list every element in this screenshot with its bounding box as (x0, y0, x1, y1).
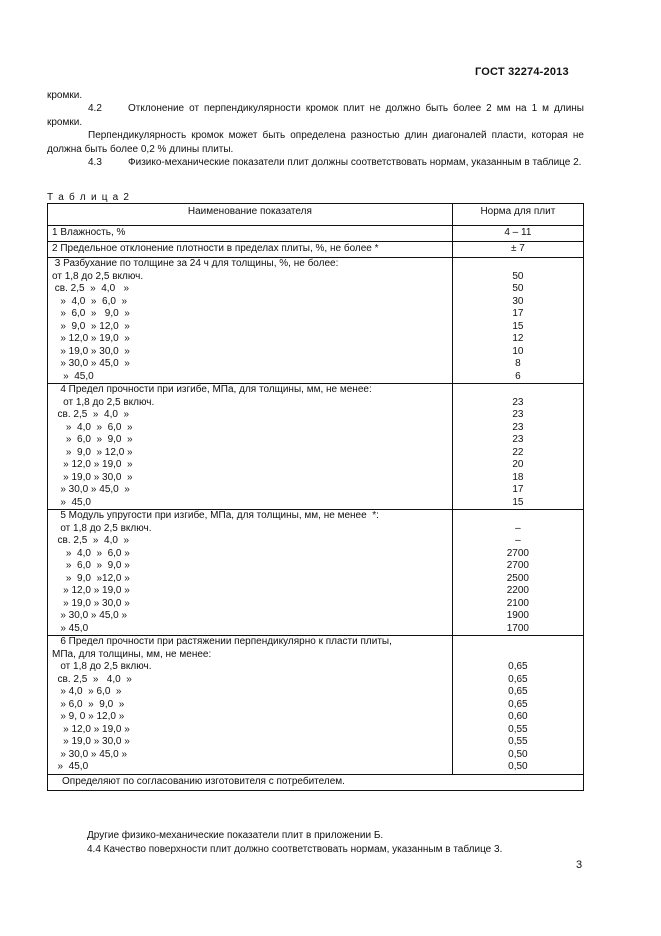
paragraph-perpendicularity: Перпендикулярность кромок может быть определена разностью длин диагоналей пласти, которая не должна быть более 0,2 % длины плиты. (47, 130, 584, 155)
norm-value: 30 (512, 295, 524, 307)
norm-value: ± 7 (510, 243, 525, 254)
norm-value: 2500 (506, 572, 529, 584)
paragraph-continuation: кромки. (47, 90, 83, 101)
table-row (48, 636, 584, 775)
indicator-line: » 45,0 (52, 761, 89, 772)
table-header-row (48, 204, 584, 226)
norm-value: 23 (512, 434, 524, 445)
norm-value (453, 384, 583, 397)
indicator-cell (48, 258, 453, 384)
indicator-line: » 9, 0 » 12,0 » (52, 711, 125, 722)
norm-value: 0,55 (508, 723, 528, 735)
indicator-cell (48, 510, 453, 636)
norm-value: 0,65 (508, 673, 528, 685)
indicator-line: » 30,0 » 45,0 » (52, 358, 130, 369)
norm-value: 23 (512, 409, 524, 420)
indicator-line: 4 Предел прочности при изгибе, МПа, для толщины, мм, не менее: (52, 384, 372, 395)
norm-value: 15 (512, 496, 524, 508)
norm-value: 23 (512, 421, 524, 433)
norm-value: 6 (515, 370, 521, 382)
table-row (48, 384, 584, 510)
table-footnote-row (48, 774, 584, 790)
table-caption: Т а б л и ц а 2 (47, 192, 131, 203)
paragraph-4-4: 4.4 Качество поверхности плит должно соответствовать нормам, указанным в таблице 3. (87, 844, 503, 855)
norm-value (453, 649, 583, 662)
norm-value: 0,50 (508, 761, 528, 772)
norm-value: 4 – 11 (504, 227, 532, 238)
indicator-line: 2 Предельное отклонение плотности в пределах плиты, %, не более * (52, 243, 379, 254)
norm-value (453, 258, 583, 271)
indicator-cell (48, 384, 453, 510)
indicator-cell (48, 242, 453, 258)
norm-value: 50 (512, 283, 524, 294)
page-number: 3 (576, 859, 583, 871)
norm-value: 1700 (506, 622, 529, 634)
paragraph-4-3 (47, 156, 584, 170)
paragraph-text: Отклонение от перпендикулярности кромок плит не должно быть более 2 мм на 1 м длины кромки. (47, 103, 584, 128)
document-id: ГОСТ 32274-2013 (475, 66, 569, 78)
indicator-line: св. 2,5 » 4,0 » (52, 283, 130, 294)
indicator-line: » 4,0 » 6,0 » (52, 421, 133, 433)
indicator-line: » 6,0 » 9,0 » (52, 698, 125, 710)
indicator-line: » 30,0 » 45,0 » (52, 748, 128, 760)
indicator-line: » 19,0 » 30,0 » (52, 736, 130, 747)
header-indicator-name: Наименование показателя (48, 204, 453, 226)
norm-cell (452, 242, 583, 258)
clause-number: 4.3 (88, 157, 102, 168)
indicator-line: » 19,0 » 30,0 » (52, 597, 130, 609)
norm-value: 17 (512, 308, 524, 319)
indicator-line: » 4,0 » 6,0 » (52, 295, 128, 307)
norm-value: 0,65 (508, 698, 528, 710)
indicator-line: 5 Модуль упругости при изгибе, МПа, для толщины, мм, не менее *: (52, 510, 379, 521)
norm-value: 2700 (506, 547, 529, 559)
norm-cell (452, 510, 583, 636)
indicator-line: » 45,0 (52, 622, 89, 634)
indicator-line: » 19,0 » 30,0 » (52, 345, 130, 357)
indicator-line: » 6,0 » 9,0 » (52, 560, 130, 571)
indicator-line: от 1,8 до 2,5 включ. (52, 270, 144, 282)
norm-cell (452, 384, 583, 510)
norm-value: – (515, 522, 521, 534)
paragraph-other-properties: Другие физико-механические показатели плит в приложении Б. (87, 830, 384, 841)
clause-number: 4.2 (88, 103, 102, 114)
indicator-line: » 9,0 » 12,0 » (52, 446, 133, 458)
norm-value: 18 (512, 471, 524, 483)
indicator-line: от 1,8 до 2,5 включ. (52, 396, 155, 408)
norm-value: 10 (512, 345, 524, 357)
properties-table (47, 203, 584, 791)
indicator-line: » 45,0 (52, 370, 94, 382)
table-row (48, 510, 584, 636)
indicator-line: » 12,0 » 19,0 » (52, 723, 130, 735)
norm-value: 0,50 (508, 748, 528, 760)
norm-cell (452, 226, 583, 242)
norm-value: 0,55 (508, 736, 528, 747)
paragraph-text: Физико-механические показатели плит должны соответствовать нормам, указанным в таблице 2. (128, 157, 582, 168)
indicator-line: » 6,0 » 9,0 » (52, 434, 133, 445)
indicator-line: » 6,0 » 9,0 » (52, 308, 130, 319)
norm-value: 2200 (506, 585, 529, 596)
indicator-line: св. 2,5 » 4,0 » (52, 673, 132, 685)
norm-value: 20 (512, 459, 524, 470)
table-row (48, 242, 584, 258)
header-norm: Норма для плит (452, 204, 583, 226)
indicator-line: от 1,8 до 2,5 включ. (52, 522, 152, 534)
indicator-line: » 12,0 » 19,0 » (52, 585, 130, 596)
table-row (48, 258, 584, 384)
norm-value (453, 636, 583, 649)
indicator-line: св. 2,5 » 4,0 » (52, 535, 130, 546)
norm-value: 2100 (506, 597, 529, 609)
norm-value: 2700 (506, 560, 529, 571)
norm-value: 15 (512, 320, 524, 332)
indicator-line: от 1,8 до 2,5 включ. (52, 661, 152, 672)
indicator-line: 3 Разбухание по толщине за 24 ч для толщины, %, не более: (52, 258, 339, 269)
indicator-line: 6 Предел прочности при растяжении перпендикулярно к пласти плиты, (52, 636, 392, 647)
norm-value: 22 (512, 446, 524, 458)
norm-value: 8 (515, 358, 521, 369)
norm-value: 17 (512, 484, 524, 495)
footnote-text: Определяют по согласованию изготовителя с потребителем. (62, 775, 345, 787)
norm-value: 0,65 (508, 661, 528, 672)
norm-value: 12 (512, 333, 524, 344)
indicator-line: » 9,0 »12,0 » (52, 572, 130, 584)
table-row (48, 226, 584, 242)
indicator-line: МПа, для толщины, мм, не менее: (52, 648, 212, 660)
norm-cell (452, 636, 583, 775)
indicator-cell (48, 636, 453, 775)
norm-value (453, 510, 583, 523)
norm-value: 50 (512, 270, 524, 282)
indicator-line: » 9,0 » 12,0 » (52, 320, 130, 332)
norm-value: 1900 (506, 610, 529, 621)
norm-cell (452, 258, 583, 384)
indicator-line: св. 2,5 » 4,0 » (52, 409, 130, 420)
indicator-line: » 30,0 » 45,0 » (52, 484, 130, 495)
table-footnote (48, 774, 584, 790)
indicator-line: » 4,0 » 6,0 » (52, 547, 130, 559)
indicator-line: » 12,0 » 19,0 » (52, 333, 130, 344)
paragraph-4-2 (47, 102, 584, 129)
indicator-line: » 30,0 » 45,0 » (52, 610, 128, 621)
indicator-line: » 45,0 (52, 496, 91, 508)
indicator-line: » 4,0 » 6,0 » (52, 686, 122, 697)
indicator-line: 1 Влажность, % (52, 227, 126, 238)
indicator-cell (48, 226, 453, 242)
norm-value: 23 (512, 396, 524, 408)
indicator-line: » 12,0 » 19,0 » (52, 459, 133, 470)
norm-value: 0,65 (508, 686, 528, 697)
norm-value: 0,60 (508, 711, 528, 722)
indicator-line: » 19,0 » 30,0 » (52, 471, 133, 483)
norm-value: – (515, 535, 521, 546)
